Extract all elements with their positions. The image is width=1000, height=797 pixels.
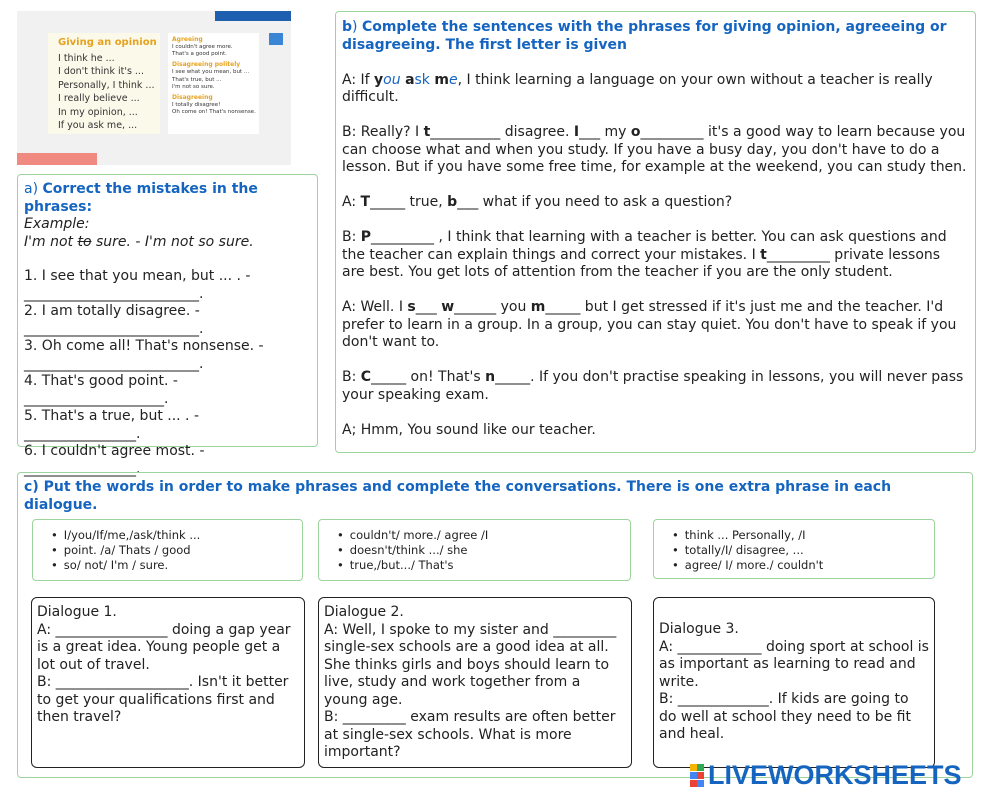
- dialogue-b-line-5[interactable]: A: Well. I s___ w______ you m_____ but I get stressed if it's just me and the teacher. I'd prefer to learn in a group. In a group, you can stay quiet. You don't have to speak if you don't want to.: [342, 299, 957, 350]
- section-c-letter: c: [24, 479, 33, 495]
- word-phrase: • I/you/If/me,/ask/think ...: [51, 528, 284, 543]
- disagree-politely-item: I see what you mean, but ...: [172, 69, 250, 76]
- word-box-2: [318, 519, 631, 581]
- dialogue-b-line-4[interactable]: B: P_________ , I think that learning with a teacher is better. You can ask questions and the teacher can explain things and correct your mistakes. I t_________ private lessons are best. You get lots of attention from the teacher if you are the only student.: [342, 229, 947, 280]
- section-b: [335, 11, 976, 453]
- dialogue-title: Dialogue 1.: [37, 604, 117, 620]
- word-phrase: • doesn't/think .../ she: [337, 543, 612, 558]
- mistake-item-6[interactable]: 6. I couldn't agree most. - ________________.: [24, 443, 205, 477]
- word-phrase: • agree/ I/ more./ couldn't: [672, 558, 916, 573]
- word-phrase: • totally/I/ disagree, ...: [672, 543, 916, 558]
- word-phrase: • point. /a/ Thats / good: [51, 543, 284, 558]
- word-phrase: • couldn't/ more./ agree /I: [337, 528, 612, 543]
- word-phrase: • so/ not/ I'm / sure.: [51, 558, 284, 573]
- dialogue-b-line-1: A: If you ask me, I think learning a language on your own without a teacher is really difficult.: [342, 71, 933, 105]
- giving-item: Personally, I think ...: [58, 79, 155, 91]
- section-a-heading: a) Correct the mistakes in the phrases:: [24, 181, 258, 215]
- dialogue-box-1: [31, 597, 305, 768]
- section-a: [17, 174, 318, 477]
- filled-answer[interactable]: e: [448, 71, 458, 88]
- decor-bar-blue: [215, 11, 291, 21]
- example-line: [24, 234, 311, 252]
- dialogue-line[interactable]: A: ____________ doing sport at school is as important as learning to read and write.: [659, 638, 929, 690]
- dialogue-box-2: [318, 597, 632, 768]
- section-b-letter: b: [342, 19, 353, 35]
- word-box-1: [32, 519, 303, 581]
- disagreeing-item: I totally disagree!: [172, 102, 221, 109]
- mistake-item-2[interactable]: 2. I am totally disagree. - _________________________.: [24, 303, 204, 337]
- dialogue-title: Dialogue 3.: [659, 621, 739, 637]
- giving-item: In my opinion, ...: [58, 106, 138, 118]
- agree-disagree-card: [168, 33, 259, 134]
- section-b-heading: b) Complete the sentences with the phrases for giving opinion, agreeeing or disagreeing. The first letter is given: [342, 19, 947, 53]
- disagreeing-item: Oh come on! That's nonsense.: [172, 109, 256, 116]
- giving-item: I don't think it's ...: [58, 66, 144, 78]
- dialogue-b-line-7: A; Hmm, You sound like our teacher.: [342, 421, 596, 438]
- example-before: I'm not: [24, 233, 78, 250]
- giving-item: I think he ...: [58, 53, 115, 64]
- logo-text: LIVEWORKSHEETS: [708, 759, 962, 790]
- mistake-item-4[interactable]: 4. That's good point. - ____________________.: [24, 373, 178, 407]
- decor-square-blue: [269, 33, 283, 45]
- mistake-item-1[interactable]: 1. I see that you mean, but ... . - _________________________.: [24, 268, 251, 302]
- giving-item: If you ask me, ...: [58, 120, 138, 132]
- giving-item: I really believe ...: [58, 93, 140, 105]
- section-c-title: Put the words in order to make phrases and complete the conversations. There is one extra phrase in each dialogue.: [24, 479, 892, 513]
- dialogue-b-line-2[interactable]: B: Really? I t__________ disagree. I___ my o_________ it's a good way to learn because you can choose what and when you study. If you have a busy day, you don't have to do a lesson. But if you have some free time, for example at the weekend, you can study then.: [342, 124, 967, 175]
- section-a-title: Correct the mistakes in the phrases:: [24, 181, 258, 215]
- word-phrase: • think ... Personally, /I: [672, 528, 916, 543]
- filled-answer[interactable]: sk: [414, 71, 430, 88]
- section-b-title: Complete the sentences with the phrases for giving opinion, agreeeing or disagreeing. The first letter is given: [342, 19, 947, 53]
- example-label: Example:: [24, 216, 90, 232]
- dialogue-b-line-6[interactable]: B: C_____ on! That's n_____. If you don't practise speaking in lessons, you will never pass your speaking exam.: [342, 369, 964, 403]
- dialogue-line[interactable]: A: Well, I spoke to my sister and _________ single-sex schools are a good idea at all. She thinks girls and boys should learn to live, study and work together from a young age.: [324, 621, 617, 708]
- logo-mark-l: [690, 764, 697, 771]
- section-c-heading: c) Put the words in order to make phrases and complete the conversations. There is one extra phrase in each dialogue.: [24, 479, 892, 513]
- agreeing-item: I couldn't agree more.: [172, 44, 233, 50]
- dialogue-box-3: [653, 597, 935, 768]
- filled-answer[interactable]: ou: [383, 71, 401, 88]
- reference-image: [17, 11, 291, 165]
- word-box-3: [653, 519, 935, 579]
- mistake-item-5[interactable]: 5. That's a true, but ... . - ________________.: [24, 408, 200, 442]
- liveworksheets-logo: [690, 760, 990, 790]
- word-phrase: • true,/but.../ That's: [337, 558, 612, 573]
- section-a-letter: a: [24, 181, 33, 197]
- giving-title: Giving an opinion: [58, 37, 157, 48]
- giving-opinion-card: [48, 33, 160, 134]
- agreeing-title: Agreeing: [172, 36, 203, 43]
- dialogue-line[interactable]: A: ________________ doing a gap year is a great idea. Young people get a lot out of travel.: [37, 621, 291, 673]
- disagree-politely-item: That's true, but ...: [172, 76, 222, 83]
- example-struck: to: [77, 233, 92, 250]
- dialogue-b-line-3[interactable]: A: T_____ true, b___ what if you need to ask a question?: [342, 194, 733, 210]
- disagreeing-title: Disagreeing: [172, 94, 213, 102]
- dialogue-line[interactable]: B: _____________. If kids are going to do well at school they need to be fit and heal.: [659, 691, 911, 742]
- agreeing-item: That's a good point.: [172, 51, 227, 58]
- disagree-politely-title: Disagreeing politely: [172, 61, 241, 69]
- example-after: sure. - I'm not so sure.: [91, 233, 254, 250]
- dialogue-title: Dialogue 2.: [324, 604, 404, 620]
- mistake-item-3[interactable]: 3. Oh come all! That's nonsense. - _________________________.: [24, 338, 264, 372]
- logo-mark-icon: [690, 764, 704, 787]
- decor-bar-red: [17, 153, 97, 165]
- disagree-politely-item: I'm not so sure.: [172, 83, 215, 90]
- dialogue-line[interactable]: B: ___________________. Isn't it better to get your qualifications first and then travel?: [37, 674, 289, 725]
- dialogue-line[interactable]: B: _________ exam results are often better at single-sex schools. What is more important?: [324, 709, 616, 760]
